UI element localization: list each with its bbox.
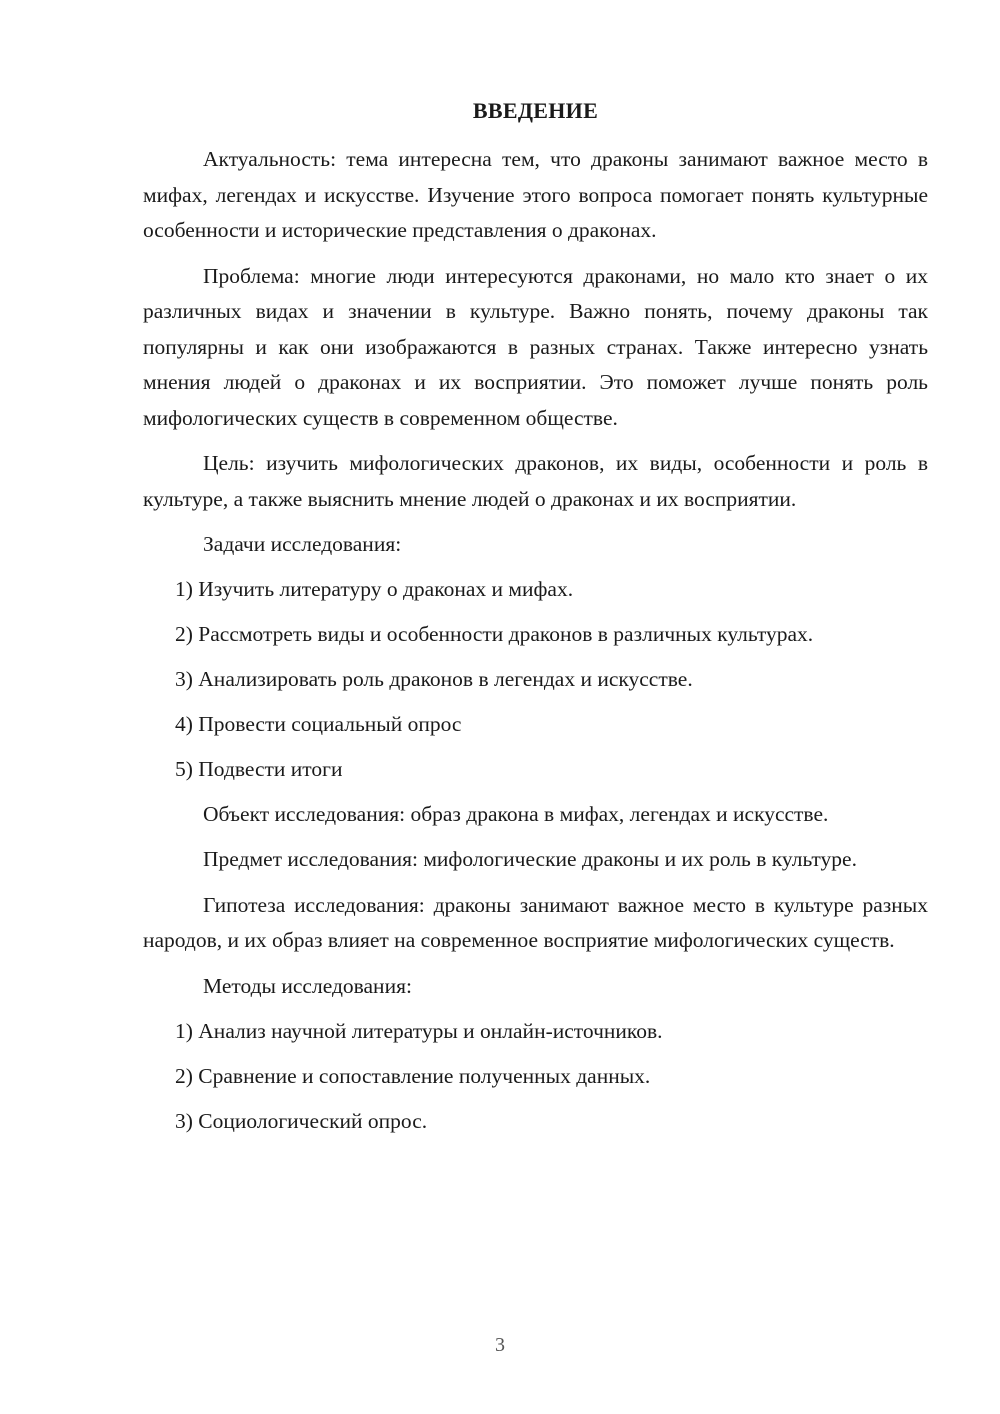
subject-paragraph: Предмет исследования: мифологические драконы и их роль в культуре. (203, 847, 857, 871)
problem-paragraph: Проблема: многие люди интересуются драконами, но мало кто знает о их различных видах и значении в культуре. Важно понять, почему драконы так популярны и как они изображаются в разных странах. Также интересно узнать мнения людей о драконах и их восприятии. Это поможет лучше понять роль мифологических существ в современном обществе. (143, 263, 928, 430)
relevance-paragraph: Актуальность: тема интересна тем, что драконы занимают важное место в мифах, легендах и искусстве. Изучение этого вопроса помогает понять культурные особенности и исторические представления о драконах. (143, 147, 928, 242)
method-item: 1) Анализ научной литературы и онлайн-источников. (175, 1018, 663, 1043)
tasks-heading: Задачи исследования: (203, 532, 402, 556)
methods-heading: Методы исследования: (203, 973, 412, 998)
section-title: ВВЕДЕНИЕ (472, 98, 599, 123)
method-item: 3) Социологический опрос. (175, 1108, 428, 1133)
task-item: 2) Рассмотреть виды и особенности драконов в различных культурах. (175, 622, 814, 646)
page-number: 3 (495, 1334, 505, 1356)
task-item: 3) Анализировать роль драконов в легендах и искусстве. (175, 667, 693, 691)
method-item: 2) Сравнение и сопоставление полученных данных. (175, 1063, 651, 1088)
task-item: 5) Подвести итоги (175, 757, 343, 781)
page-content (143, 142, 928, 1149)
object-paragraph: Объект исследования: образ дракона в мифах, легендах и искусстве. (203, 802, 829, 826)
hypothesis-paragraph: Гипотеза исследования: драконы занимают важное место в культуре разных народов, и их образ влияет на современное восприятие мифологических существ. (143, 892, 928, 952)
task-item: 4) Провести социальный опрос (175, 712, 462, 736)
goal-paragraph: Цель: изучить мифологических драконов, их виды, особенности и роль в культуре, а также выяснить мнение людей о драконах и их восприятии. (143, 451, 928, 511)
task-item: 1) Изучить литературу о драконах и мифах. (175, 577, 574, 601)
